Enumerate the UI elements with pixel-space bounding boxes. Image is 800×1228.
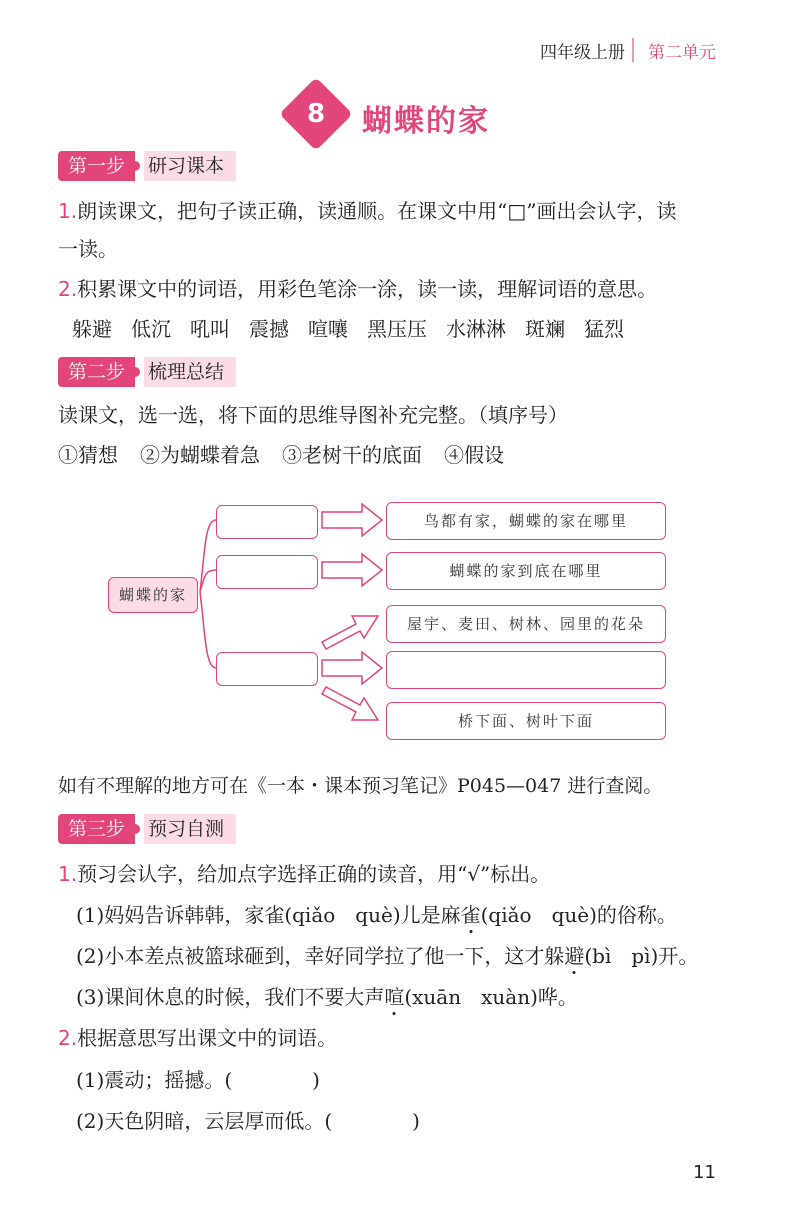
step1-name: 研习课本 [144,151,236,181]
mindmap-blank-1[interactable] [216,505,318,539]
mindmap-item-5: 桥下面、树叶下面 [386,702,666,740]
step3-q1-item: (1)妈妈告诉韩韩，家雀(qiǎo què)儿是麻雀(qiǎo què)的俗称。 [76,903,677,927]
step3-q1-item: (2)小本差点被篮球砸到，幸好同学拉了他一下，这才躲避(bì pì)开。 [76,944,699,968]
word: 喧嚷 [308,317,348,341]
option-list [58,440,504,470]
step3-q2: 2.根据意思写出课文中的词语。 [58,1026,338,1050]
step2-name: 梳理总结 [144,357,236,387]
word: 猛烈 [584,317,624,341]
word: 水淋淋 [446,317,506,341]
mindmap-item-1: 鸟都有家，蝴蝶的家在哪里 [386,502,666,540]
step3-q1-item: (3)课间休息的时候，我们不要大声喧(xuān xuàn)哗。 [76,985,578,1009]
step1-q1-cont: 一读。 [58,237,118,261]
word: 震撼 [249,317,289,341]
step3-q1: 1.预习会认字，给加点字选择正确的读音，用“√”标出。 [58,862,551,886]
step3-name: 预习自测 [144,814,236,844]
option: ④假设 [444,443,504,467]
mindmap-item-4-blank[interactable] [386,651,666,689]
grade-label: 四年级上册 [540,43,625,63]
option: ②为蝴蝶着急 [140,443,260,467]
header-divider [632,38,634,62]
step-dot-icon [130,161,140,171]
step3-header [58,814,236,844]
step3-tag: 第三步 [58,814,135,844]
page-number: 11 [693,1162,716,1183]
option: ①猜想 [58,443,118,467]
step2-instruction: 读课文，选一选，将下面的思维导图补充完整。（填序号） [58,403,568,427]
step3-q2-item: (2)天色阴暗，云层厚而低。( ) [76,1109,420,1133]
mindmap-blank-3[interactable] [216,652,318,686]
word-list [72,313,643,342]
word: 躲避 [72,317,112,341]
step-dot-icon [130,367,140,377]
mindmap-item-3: 屋宇、麦田、树林、园里的花朵 [386,605,666,643]
word: 低沉 [131,317,171,341]
word: 吼叫 [190,317,230,341]
step2-tag: 第二步 [58,357,135,387]
step1-q1: 1.朗读课文，把句子读正确，读通顺。在课文中用“□”画出会认字，读 [58,199,677,223]
lesson-title: 蝴蝶的家 [362,104,490,139]
mindmap-blank-2[interactable] [216,555,318,589]
lesson-number: 8 [306,99,326,129]
step2-header [58,357,236,387]
step1-header [58,151,236,181]
word: 黑压压 [367,317,427,341]
step3-q2-item: (1)震动；摇撼。( ) [76,1068,320,1092]
word: 斑斓 [525,317,565,341]
mindmap-item-2: 蝴蝶的家到底在哪里 [386,552,666,590]
mindmap-center: 蝴蝶的家 [108,577,198,613]
option: ③老树干的底面 [282,443,422,467]
step1-tag: 第一步 [58,151,135,181]
unit-label: 第二单元 [648,43,716,63]
reference-note: 如有不理解的地方可在《一本・课本预习笔记》P045—047 进行查阅。 [58,775,663,797]
step-dot-icon [130,824,140,834]
step1-q2: 2.积累课文中的词语，用彩色笔涂一涂，读一读，理解词语的意思。 [58,277,658,301]
